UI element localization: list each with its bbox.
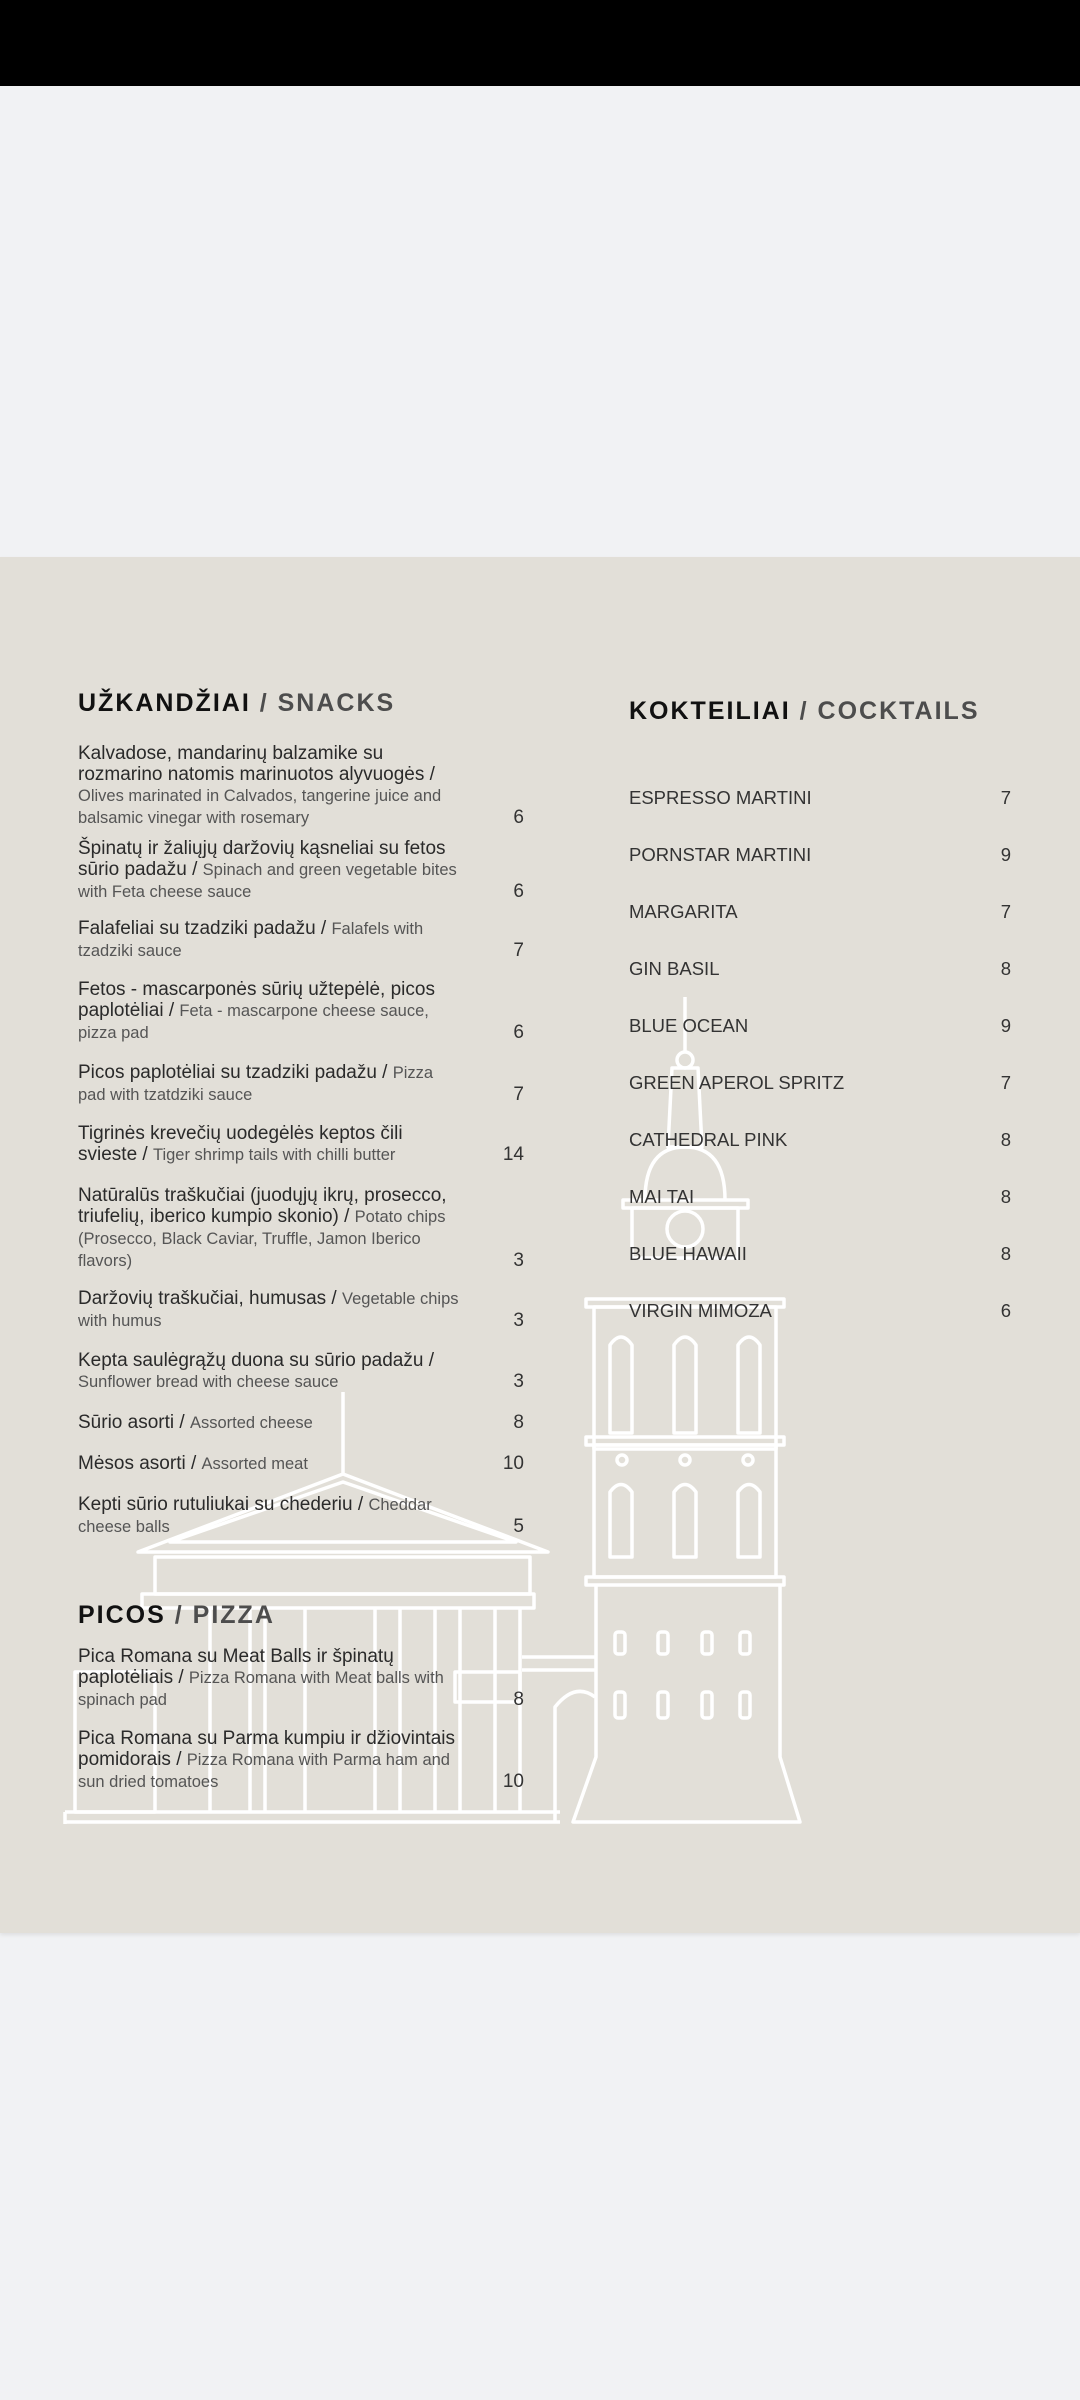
menu-item-price: 7 [513,940,524,961]
menu-item-price: 6 [513,807,524,828]
menu-item: Natūralūs traškučiai (juodųjų ikrų, prosecco, triufelių, iberico kumpio skonio) / Potato chips (Prosecco, Black Caviar, Truffle, Jamon Iberico flavors) 3 [78,1185,524,1271]
cocktail-item: GIN BASIL 8 [629,958,1011,979]
cocktail-item: CATHEDRAL PINK 8 [629,1129,1011,1150]
cocktail-item: BLUE OCEAN 9 [629,1015,1011,1036]
menu-item: Špinatų ir žaliųjų daržovių kąsneliai su fetos sūrio padažu / Spinach and green vegetable bites with Feta cheese sauce 6 [78,838,524,902]
cocktail-item: MAI TAI 8 [629,1186,1011,1207]
menu-item: Kepta saulėgrąžų duona su sūrio padažu / Sunflower bread with cheese sauce 3 [78,1350,524,1392]
menu-item-price: 6 [513,881,524,902]
menu-item-price: 6 [513,1022,524,1043]
menu-item: Mėsos asorti / Assorted meat 10 [78,1453,524,1474]
menu-item: Picos paplotėliai su tzadziki padažu / Pizza pad with tzatdziki sauce 7 [78,1062,524,1105]
cocktail-item: BLUE HAWAII 8 [629,1243,1011,1264]
menu-item: Sūrio asorti / Assorted cheese 8 [78,1412,524,1433]
menu-item-price: 3 [513,1250,524,1271]
menu-item-price: 7 [513,1084,524,1105]
snacks-section-title: UŽKANDŽIAI / SNACKS [78,689,396,717]
menu-item-price: 5 [513,1516,524,1537]
menu-item: Pica Romana su Meat Balls ir špinatų paplotėliais / Pizza Romana with Meat balls with spinach pad 8 [78,1646,524,1710]
menu-item: Kepti sūrio rutuliukai su chederiu / Cheddar cheese balls 5 [78,1494,524,1537]
menu-page [0,557,1080,1933]
cocktail-item: PORNSTAR MARTINI 9 [629,844,1011,865]
menu-item: Falafeliai su tzadziki padažu / Falafels with tzadziki sauce 7 [78,918,524,961]
status-bar [0,0,1080,86]
menu-item-price: 8 [513,1689,524,1710]
menu-item-price: 8 [513,1412,524,1433]
cocktail-item: ESPRESSO MARTINI 7 [629,787,1011,808]
menu-item-price: 3 [513,1310,524,1331]
menu-item-price: 10 [502,1771,524,1792]
cocktails-section-title: KOKTEILIAI / COCKTAILS [629,697,980,725]
pizza-section-title: PICOS / PIZZA [78,1601,275,1629]
cocktail-item: MARGARITA 7 [629,901,1011,922]
cocktail-item: GREEN APEROL SPRITZ 7 [629,1072,1011,1093]
menu-item-price: 3 [513,1371,524,1392]
cocktail-item: VIRGIN MIMOZA 6 [629,1300,1011,1321]
menu-item: Fetos - mascarponės sūrių užtepėlė, picos paplotėliai / Feta - mascarpone cheese sauce, pizza pad 6 [78,979,524,1043]
menu-item: Pica Romana su Parma kumpiu ir džiovintais pomidorais / Pizza Romana with Parma ham and sun dried tomatoes 10 [78,1728,524,1792]
menu-item-price: 14 [502,1144,524,1165]
menu-item: Daržovių traškučiai, humusas / Vegetable chips with humus 3 [78,1288,524,1331]
menu-item-price: 10 [502,1453,524,1474]
menu-item: Kalvadose, mandarinų balzamike su rozmarino natomis marinuotos alyvuogės / Olives marinated in Calvados, tangerine juice and balsamic vinegar with rosemary 6 [78,743,524,828]
menu-item: Tigrinės krevečių uodegėlės keptos čili svieste / Tiger shrimp tails with chilli butter 14 [78,1123,524,1165]
